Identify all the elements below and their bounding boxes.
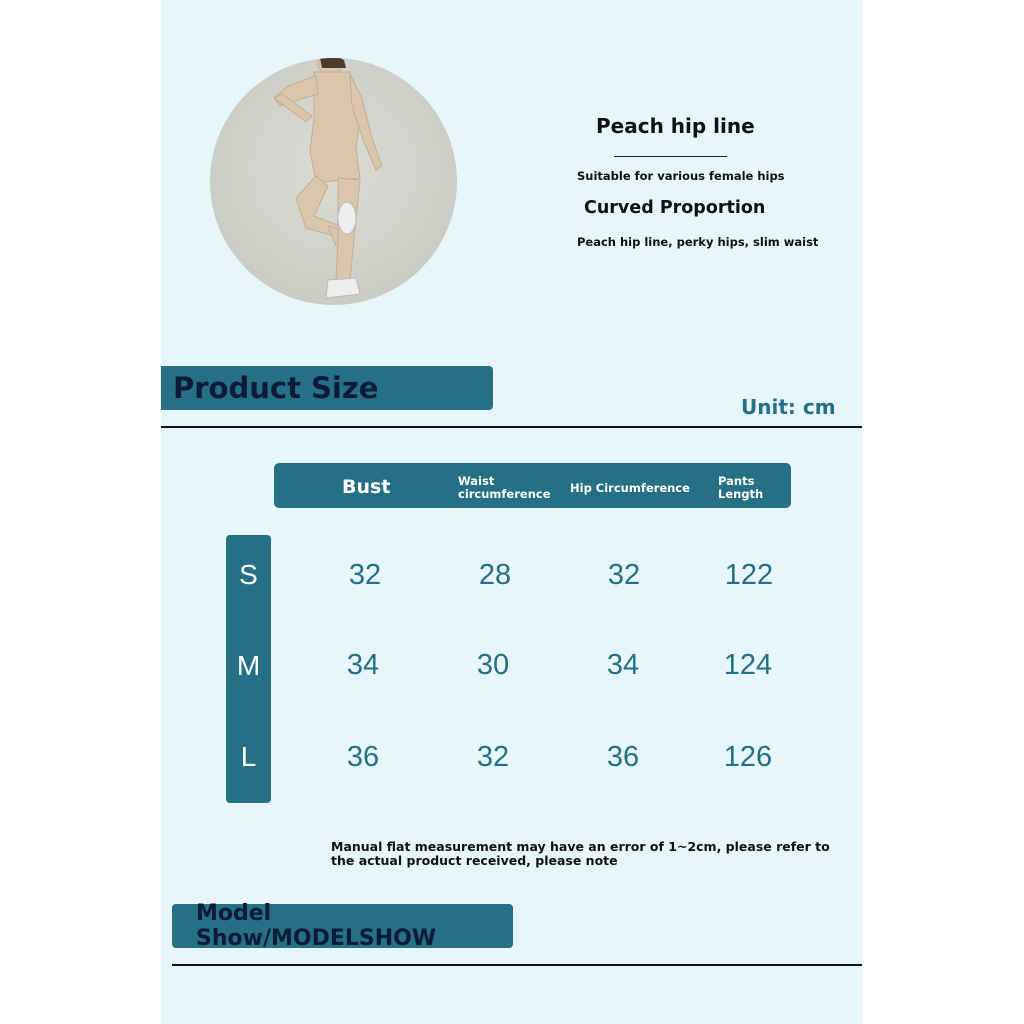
feature-title-2: Curved Proportion [584, 198, 766, 218]
unit-label: Unit: cm [741, 395, 836, 419]
header-pants-length: Pants Length [718, 474, 764, 501]
cell-s-hip: 32 [607, 559, 641, 591]
section-divider-2 [172, 964, 862, 966]
cell-m-pants: 124 [723, 649, 773, 681]
cell-l-bust: 36 [346, 741, 380, 773]
cell-m-bust: 34 [346, 649, 380, 681]
header-bust: Bust [342, 476, 391, 498]
cell-s-waist: 28 [478, 559, 512, 591]
feature-subtitle-2: Peach hip line, perky hips, slim waist [577, 235, 819, 249]
feature-title: Peach hip line [596, 114, 755, 138]
model-show-heading: Model Show/MODELSHOW [172, 904, 513, 948]
cell-l-pants: 126 [723, 741, 773, 773]
cell-m-waist: 30 [476, 649, 510, 681]
cell-s-bust: 32 [348, 559, 382, 591]
size-label-m: M [236, 650, 261, 681]
cell-l-waist: 32 [476, 741, 510, 773]
cell-s-pants: 122 [724, 559, 774, 591]
cell-l-hip: 36 [606, 741, 640, 773]
section-divider [161, 426, 862, 428]
model-photo [210, 58, 457, 305]
feature-subtitle: Suitable for various female hips [577, 169, 785, 183]
size-label-l: L [240, 741, 257, 772]
product-size-heading: Product Size [161, 366, 493, 410]
header-waist: Waist circumference [458, 474, 551, 501]
feature-divider [614, 156, 727, 157]
cell-m-hip: 34 [606, 649, 640, 681]
measurement-note: Manual flat measurement may have an error of 1~2cm, please refer to the actual product received, please note [331, 839, 830, 868]
size-label-s: S [239, 559, 258, 590]
header-hip: Hip Circumference [570, 481, 690, 495]
